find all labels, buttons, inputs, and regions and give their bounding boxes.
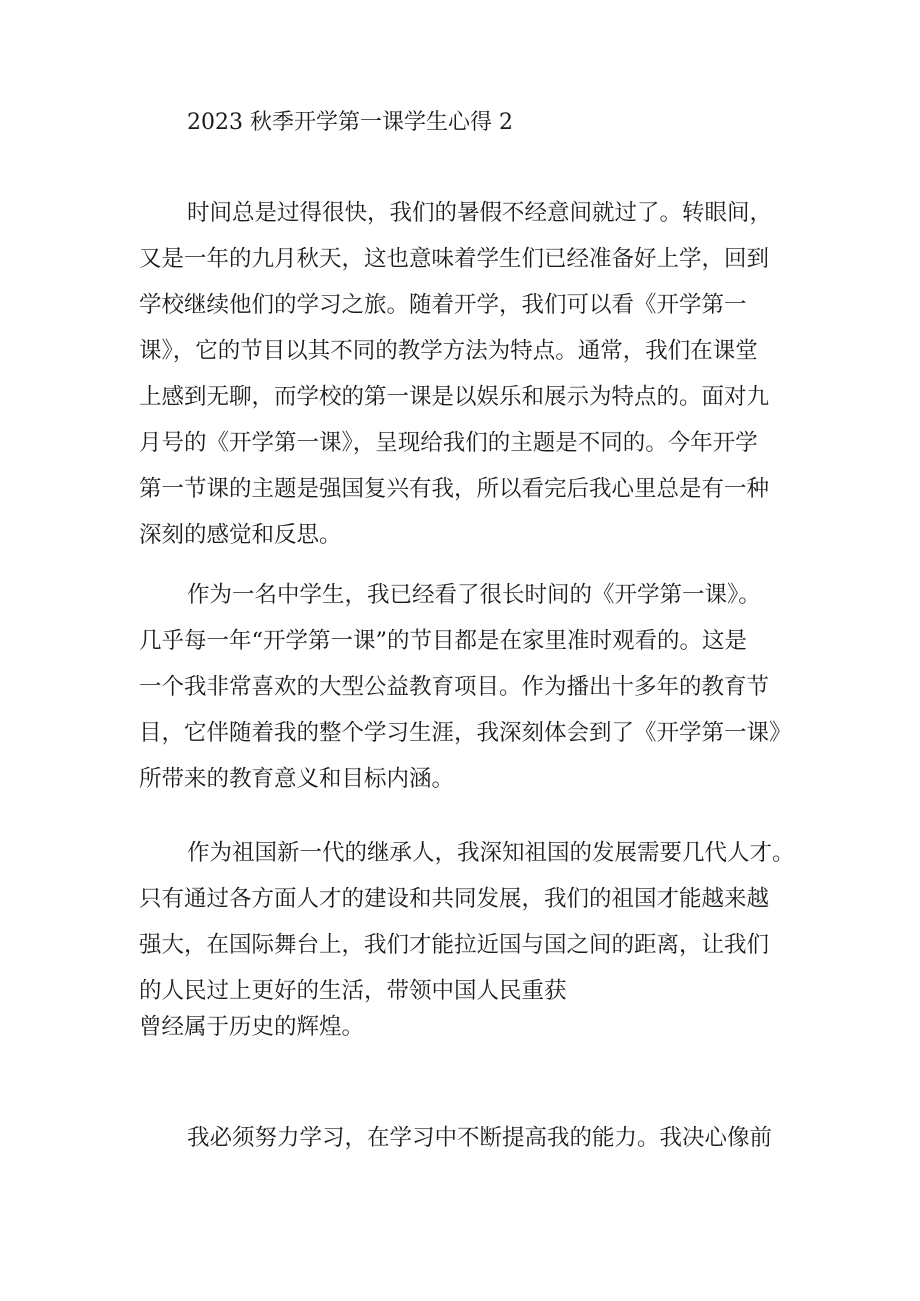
paragraph-2 <box>139 572 792 802</box>
paragraph-3 <box>139 830 795 1014</box>
paragraph-line: 曾经属于历史的辉煌。 <box>139 1014 365 1040</box>
paragraph-line: 所带来的教育意义和目标内涵。 <box>139 766 455 792</box>
paragraph-line: 深刻的感觉和反思。 <box>139 522 342 548</box>
paragraph-line: 的人民过上更好的生活，带领中国人民重获 <box>139 978 567 1004</box>
paragraph-line: 又是一年的九月秋天，这也意味着学生们已经准备好上学，回到 <box>139 246 770 272</box>
paragraph-line: 上感到无聊，而学校的第一课是以娱乐和展示为特点的。面对九 <box>139 384 770 410</box>
paragraph-1 <box>139 190 789 558</box>
paragraph-line: 学校继续他们的学习之旅。随着开学，我们可以看《开学第一 <box>139 292 747 318</box>
paragraph-line: 只有通过各方面人才的建设和共同发展，我们的祖国才能越来越 <box>139 886 770 912</box>
paragraph-4 <box>139 1004 789 1050</box>
paragraph-line: 几乎每一年“开学第一课”的节目都是在家里准时观看的。这是 <box>139 628 748 654</box>
paragraph-5 <box>139 1115 789 1161</box>
document-title: 2023 秋季开学第一课学生心得 2 <box>187 110 513 135</box>
paragraph-line: 课》，它的节目以其不同的教学方法为特点。通常，我们在课堂 <box>139 338 758 364</box>
paragraph-line: 月号的《开学第一课》，呈现给我们的主题是不同的。今年开学 <box>139 430 758 456</box>
paragraph-line: 作为一名中学生，我已经看了很长时间的《开学第一课》。 <box>187 582 761 608</box>
paragraph-line: 我必须努力学习，在学习中不断提高我的能力。我决心像前 <box>187 1125 773 1151</box>
paragraph-line: 时间总是过得很快，我们的暑假不经意间就过了。转眼间， <box>187 200 773 226</box>
paragraph-line: 强大，在国际舞台上，我们才能拉近国与国之间的距离，让我们 <box>139 932 770 958</box>
paragraph-line: 一个我非常喜欢的大型公益教育项目。作为播出十多年的教育节 <box>139 674 770 700</box>
paragraph-line: 第一节课的主题是强国复兴有我，所以看完后我心里总是有一种 <box>139 476 770 502</box>
paragraph-line: 目，它伴随着我的整个学习生涯，我深刻体会到了《开学第一课》 <box>139 720 792 746</box>
paragraph-line: 作为祖国新一代的继承人，我深知祖国的发展需要几代人才。 <box>187 840 795 866</box>
